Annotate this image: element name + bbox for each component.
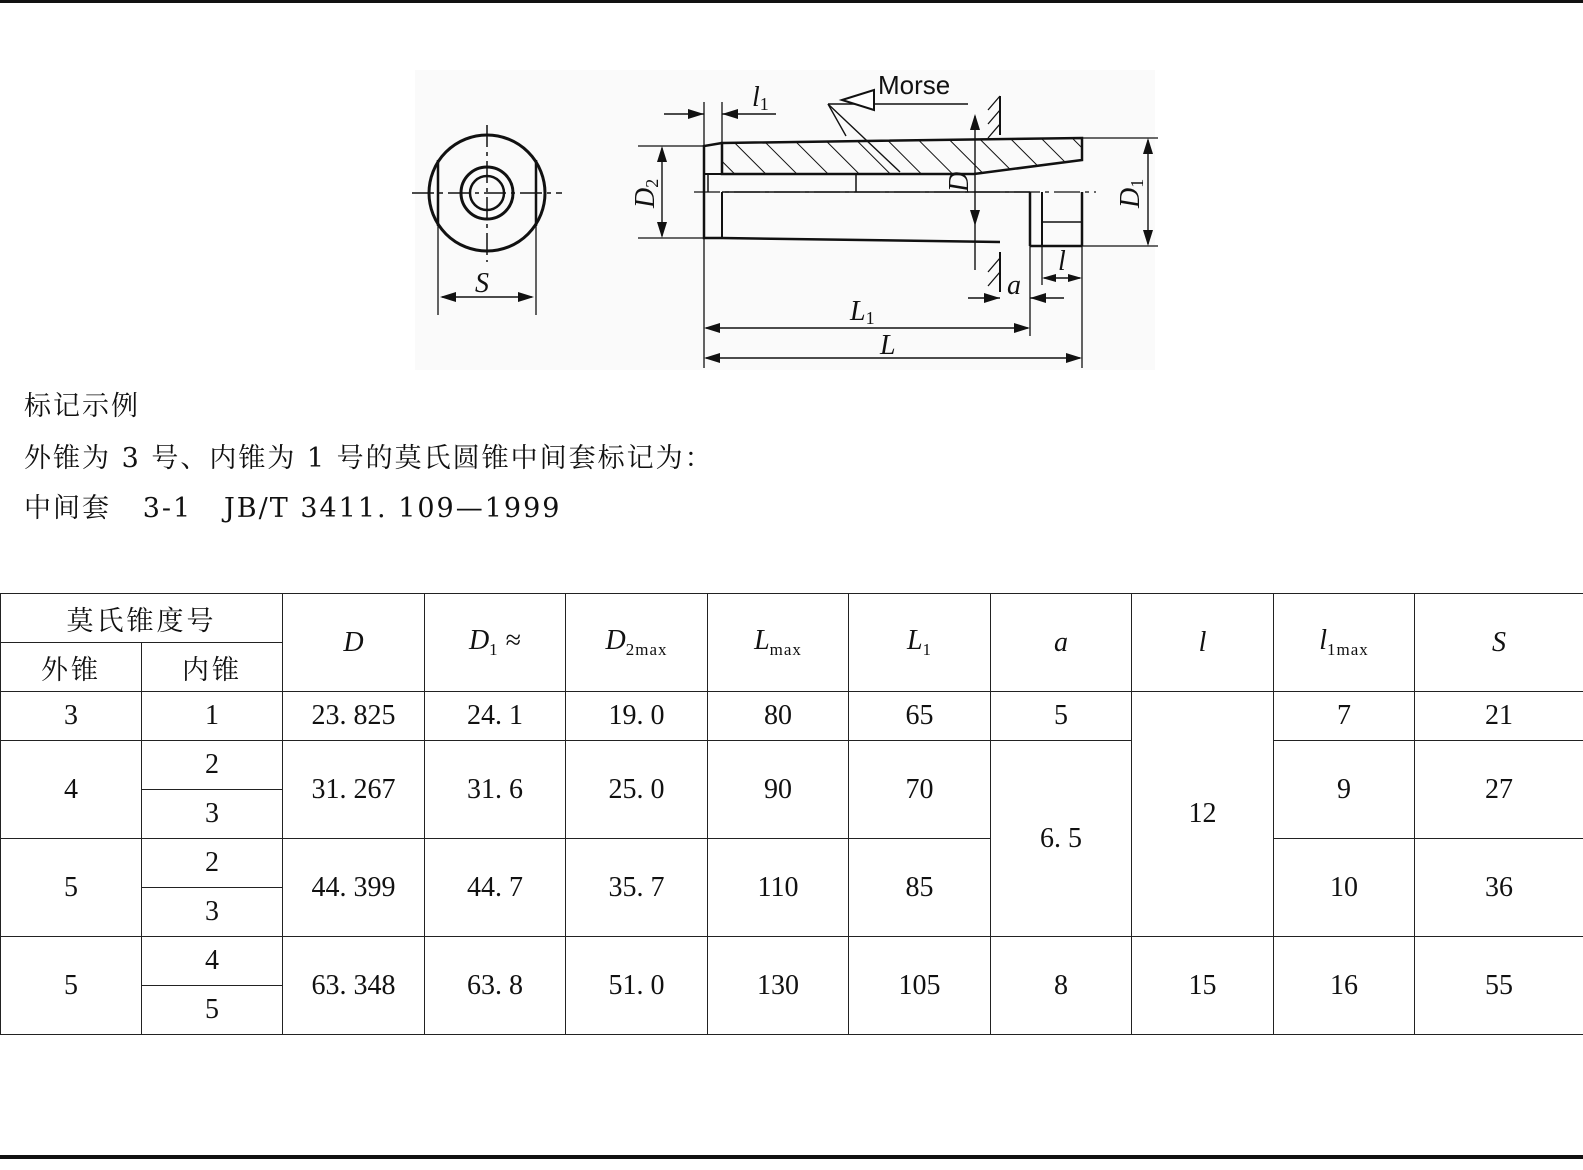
header-l: l	[1132, 594, 1274, 692]
label-morse: Morse	[878, 70, 951, 100]
cell-l: 15	[1132, 937, 1274, 1035]
cell-L1: 70	[849, 741, 991, 839]
cell-inner: 2	[142, 839, 283, 888]
drawing-background	[415, 70, 1155, 370]
label-a: a	[1007, 270, 1021, 301]
cell-Lmax: 90	[708, 741, 849, 839]
cell-outer: 3	[1, 692, 142, 741]
bottom-rule	[0, 1155, 1583, 1159]
cell-S: 55	[1415, 937, 1583, 1035]
cell-D1: 63. 8	[425, 937, 566, 1035]
cell-D2max: 51. 0	[566, 937, 708, 1035]
cell-l1max: 10	[1274, 839, 1415, 937]
cell-inner: 1	[142, 692, 283, 741]
label-D1: D1	[1115, 178, 1147, 208]
cell-inner: 5	[142, 986, 283, 1035]
header-D: D	[283, 594, 425, 692]
label-l: l	[1058, 246, 1066, 277]
cell-outer: 5	[1, 839, 142, 937]
cell-l1max: 7	[1274, 692, 1415, 741]
cell-l1max: 9	[1274, 741, 1415, 839]
cell-L1: 85	[849, 839, 991, 937]
label-l1: l1	[752, 82, 769, 114]
cell-L1: 105	[849, 937, 991, 1035]
cell-a: 5	[991, 692, 1132, 741]
notes-line-2: 中间套 3-1 JB/T 3411. 109—1999	[24, 493, 562, 524]
header-l1max: $l_{1max}$	[1274, 594, 1415, 692]
header-D1: $D_1$ ≈	[425, 594, 566, 692]
cell-outer: 5	[1, 937, 142, 1035]
header-D2max: $D_{2max}$	[566, 594, 708, 692]
cell-inner: 4	[142, 937, 283, 986]
table-row	[1, 692, 1583, 741]
cell-S: 27	[1415, 741, 1583, 839]
table-row	[1, 839, 1583, 888]
label-L: L	[880, 330, 896, 361]
header-S: S	[1415, 594, 1583, 692]
cell-a: 8	[991, 937, 1132, 1035]
cell-inner: 2	[142, 741, 283, 790]
cell-D: 44. 399	[283, 839, 425, 937]
header-Lmax: $L_{max}$	[708, 594, 849, 692]
cell-a-merged: 6. 5	[991, 741, 1132, 937]
header-row	[1, 594, 1583, 643]
cell-outer: 4	[1, 741, 142, 839]
cell-D2max: 25. 0	[566, 741, 708, 839]
label-D2: D2	[630, 178, 662, 208]
notes-heading: 标记示例	[24, 391, 140, 422]
cell-S: 21	[1415, 692, 1583, 741]
cell-D1: 24. 1	[425, 692, 566, 741]
cell-Lmax: 110	[708, 839, 849, 937]
cell-Lmax: 130	[708, 937, 849, 1035]
header-L1: $L_1$	[849, 594, 991, 692]
cell-S: 36	[1415, 839, 1583, 937]
label-S: S	[475, 268, 489, 299]
cell-D: 31. 267	[283, 741, 425, 839]
header-outer: 外锥	[1, 643, 142, 692]
label-D: D	[944, 171, 975, 192]
cell-l-merged: 12	[1132, 692, 1274, 937]
cell-L1: 65	[849, 692, 991, 741]
cell-D1: 31. 6	[425, 741, 566, 839]
cell-Lmax: 80	[708, 692, 849, 741]
header-inner: 内锥	[142, 643, 283, 692]
header-morse-number: 莫氏锥度号	[1, 594, 283, 643]
cell-D: 63. 348	[283, 937, 425, 1035]
cell-D1: 44. 7	[425, 839, 566, 937]
cell-D2max: 19. 0	[566, 692, 708, 741]
notes-line-1: 外锥为 3 号、内锥为 1 号的莫氏圆锥中间套标记为：	[24, 443, 714, 474]
header-a: a	[991, 594, 1132, 692]
label-L1: L1	[850, 296, 875, 328]
cell-D: 23. 825	[283, 692, 425, 741]
spec-table	[0, 593, 1583, 1035]
cell-inner: 3	[142, 888, 283, 937]
cell-D2max: 35. 7	[566, 839, 708, 937]
technical-drawing	[0, 0, 1583, 380]
cell-l1max: 16	[1274, 937, 1415, 1035]
cell-inner: 3	[142, 790, 283, 839]
